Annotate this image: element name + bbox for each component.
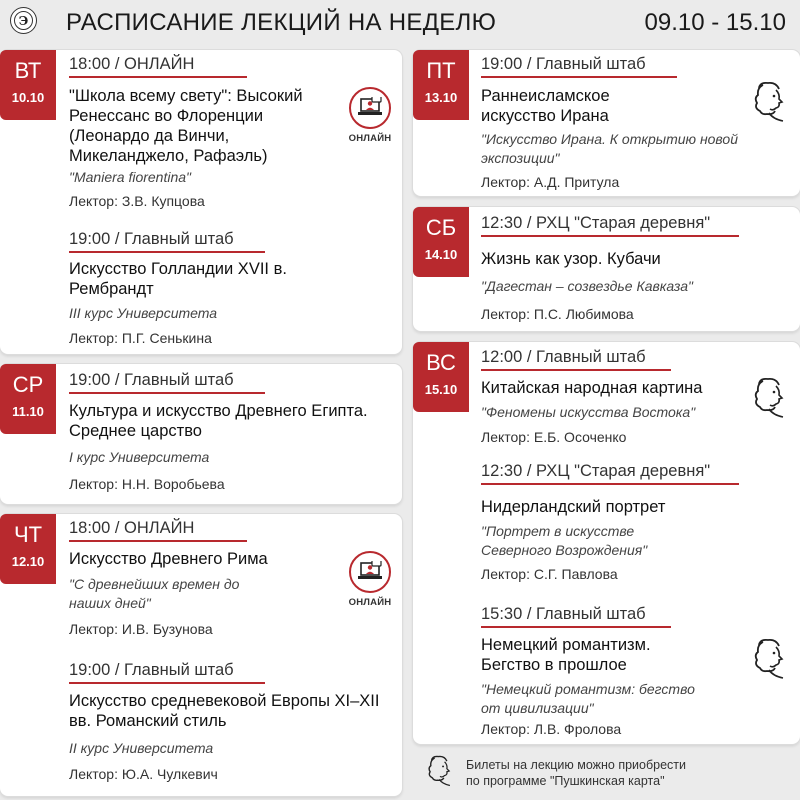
lecture-title: Жизнь как узор. Кубачи [481, 250, 661, 268]
day-name: СР [12, 372, 44, 397]
lecture-subtitle: I курс Университета [69, 449, 210, 465]
laptop-user-icon [349, 87, 391, 129]
day-tab [413, 342, 469, 412]
lecturer: Лектор: С.Г. Павлова [481, 566, 618, 582]
slot-time-place: 12:00 / Главный штаб [481, 348, 671, 371]
pushkin-portrait-icon [749, 376, 791, 420]
online-label: ОНЛАЙН [348, 133, 392, 144]
slot-time-place: 19:00 / Главный штаб [69, 661, 265, 684]
day-tab [413, 207, 469, 277]
lecturer: Лектор: Ю.А. Чулкевич [69, 766, 218, 782]
day-name: ВТ [14, 58, 42, 83]
slot-time-place: 18:00 / ОНЛАЙН [69, 519, 247, 542]
lecturer: Лектор: З.В. Купцова [69, 193, 205, 209]
day-name: ВС [426, 350, 456, 375]
day-date: 11.10 [12, 404, 44, 419]
online-badge [344, 551, 396, 608]
lecture-title: Нидерландский портрет [481, 498, 666, 516]
lecture-title: Искусство Древнего Рима [69, 550, 268, 568]
day-card-thursday [0, 514, 402, 796]
day-card-sunday [413, 342, 800, 744]
day-date: 13.10 [424, 90, 458, 105]
lecture-title: Китайская народная картина [481, 379, 703, 397]
lecture-title: "Школа всему свету": Высокий Ренессанс во Флоренции (Леонардо да Винчи, Микеланджело, Рафаэль) [69, 87, 303, 165]
pushkin-portrait-icon [749, 80, 791, 124]
lecture-subtitle: "Феномены искусства Востока" [481, 404, 696, 420]
day-tab [0, 514, 56, 584]
lecture-title: Искусство средневековой Европы XI–XII вв. Романский стиль [69, 692, 380, 730]
day-card-wednesday [0, 364, 402, 504]
day-date: 14.10 [424, 247, 458, 262]
lecturer: Лектор: Е.Б. Осоченко [481, 429, 627, 445]
lecture-subtitle: III курс Университета [69, 305, 218, 321]
lecture-subtitle: "С древнейших времен до наших дней" [69, 576, 240, 611]
pushkin-portrait-icon [749, 637, 791, 681]
day-date: 12.10 [11, 554, 45, 569]
slot-time-place: 19:00 / Главный штаб [69, 230, 265, 253]
slot-time-place: 19:00 / Главный штаб [69, 371, 265, 394]
lecture-title: Культура и искусство Древнего Египта. Среднее царство [69, 402, 368, 440]
slot-time-place: 19:00 / Главный штаб [481, 55, 677, 78]
lecture-title: Искусство Голландии XVII в. Рембрандт [69, 260, 287, 298]
slot-time-place: 12:30 / РХЦ "Старая деревня" [481, 214, 739, 237]
day-date: 15.10 [424, 382, 458, 397]
day-tab [413, 50, 469, 120]
day-tab [0, 50, 56, 120]
lecture-title: Раннеисламское искусство Ирана [481, 87, 610, 125]
day-name: ЧТ [13, 522, 43, 547]
lecture-title: Немецкий романтизм. Бегство в прошлое [481, 636, 651, 674]
lecturer: Лектор: П.С. Любимова [481, 306, 634, 322]
pushkin-portrait-icon [424, 754, 456, 788]
lecturer: Лектор: Л.В. Фролова [481, 721, 622, 737]
day-name: ПТ [426, 58, 456, 83]
online-label: ОНЛАЙН [348, 597, 392, 608]
day-card-saturday [413, 207, 800, 331]
lecture-subtitle: "Портрет в искусстве Северного Возрождения" [481, 523, 648, 558]
day-name: СБ [425, 215, 457, 240]
day-card-tuesday [0, 50, 402, 354]
lecturer: Лектор: И.В. Бузунова [69, 621, 213, 637]
lecture-subtitle: II курс Университета [69, 740, 214, 756]
footer-line-1: Билеты на лекцию можно приобрести [466, 758, 687, 772]
lecturer: Лектор: А.Д. Притула [481, 174, 620, 190]
pushkin-card-note [466, 757, 686, 789]
lecturer: Лектор: П.Г. Сенькина [69, 330, 212, 346]
lecture-subtitle: "Дагестан – созвездье Кавказа" [481, 278, 693, 294]
slot-time-place: 12:30 / РХЦ "Старая деревня" [481, 462, 739, 485]
slot-time-place: 15:30 / Главный штаб [481, 605, 671, 628]
laptop-user-icon [349, 551, 391, 593]
online-badge [344, 87, 396, 144]
day-card-friday [413, 50, 800, 196]
museum-logo [10, 7, 37, 34]
lecture-subtitle: "Maniera fiorentina" [69, 169, 192, 185]
day-tab [0, 364, 56, 434]
lecture-subtitle: "Искусство Ирана. К открытию новой экспозиции" [481, 131, 739, 166]
footer-line-2: по программе "Пушкинская карта" [466, 774, 665, 788]
page-title: РАСПИСАНИЕ ЛЕКЦИЙ НА НЕДЕЛЮ [66, 9, 497, 36]
lecture-subtitle: "Немецкий романтизм: бегство от цивилизации" [481, 681, 695, 716]
slot-time-place: 18:00 / ОНЛАЙН [69, 55, 247, 78]
lecturer: Лектор: Н.Н. Воробьева [69, 476, 225, 492]
week-range: 09.10 - 15.10 [644, 9, 786, 36]
day-date: 10.10 [11, 90, 45, 105]
logo-letter: Э [14, 11, 33, 30]
